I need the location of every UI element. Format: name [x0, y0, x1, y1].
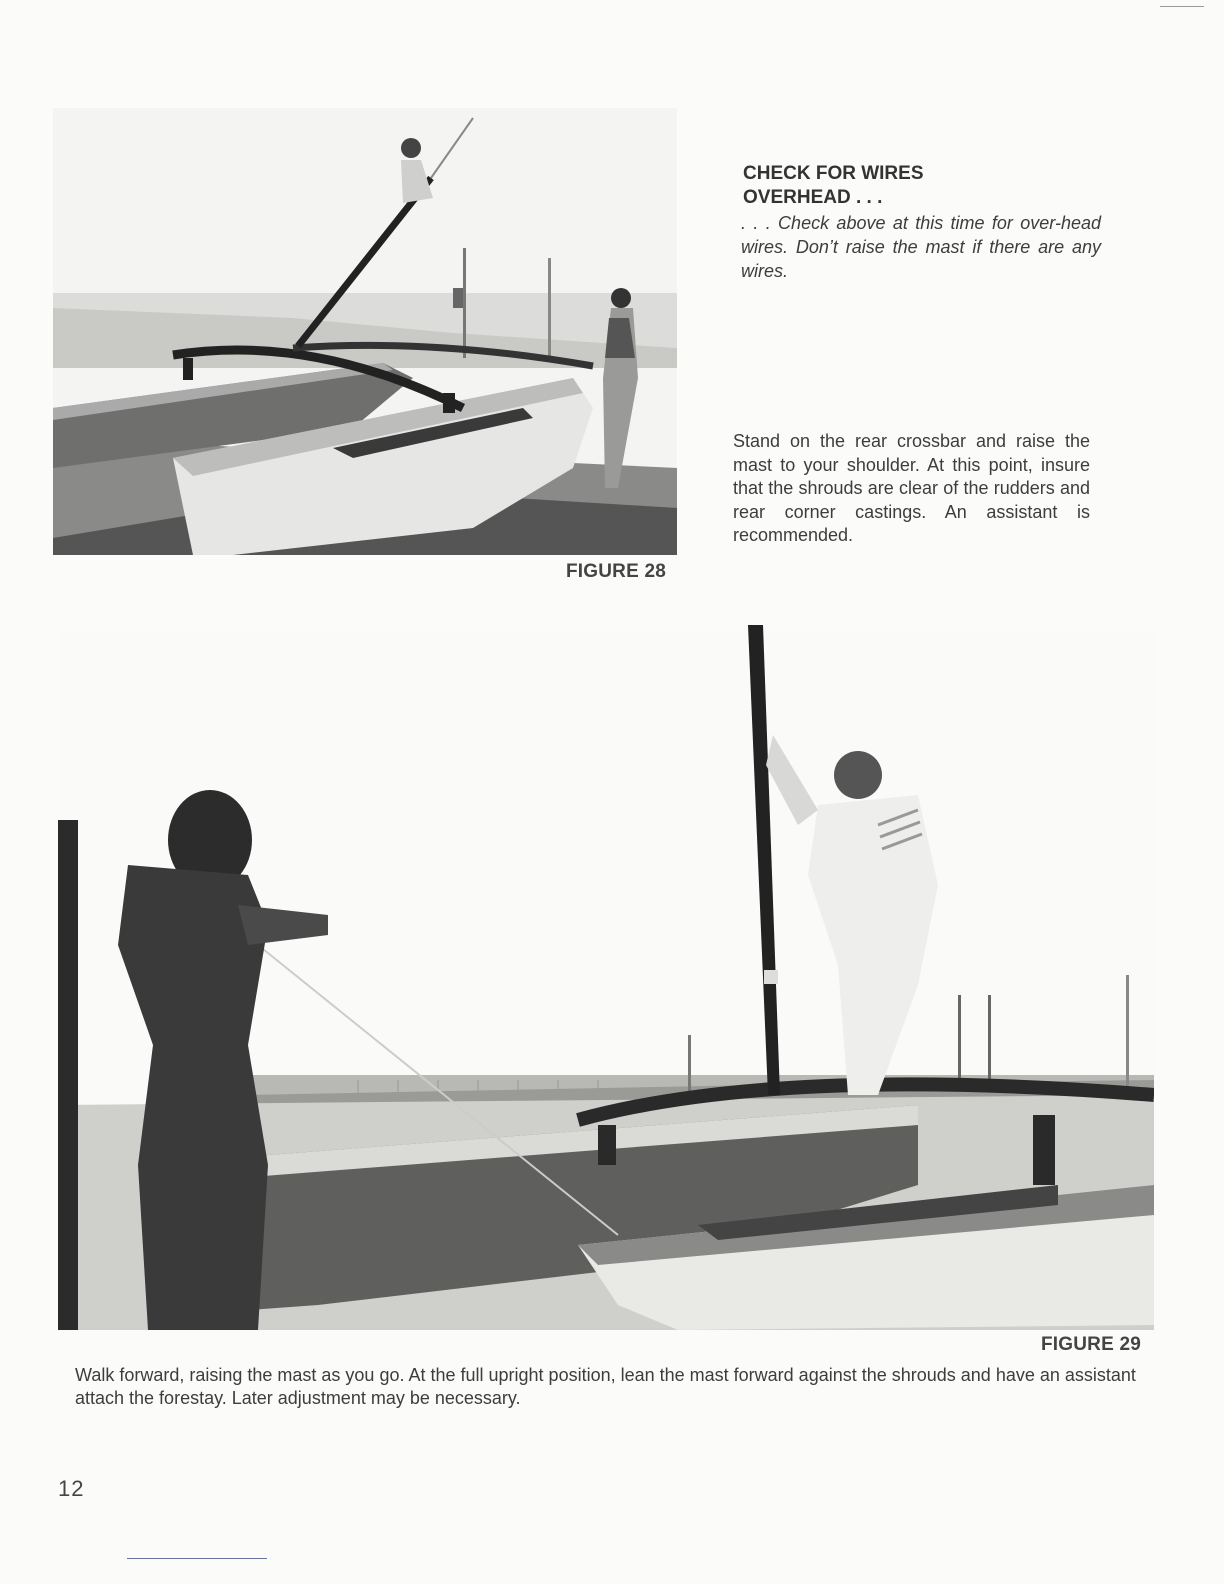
- wires-heading: [743, 162, 1043, 210]
- raise-mast-instructions: Stand on the rear crossbar and raise the mast to your shoulder. At this point, insure that the shrouds are clear of the rudders and rear corner castings. An assistant is recommended.: [733, 431, 1090, 545]
- page-number: 12: [58, 1476, 85, 1501]
- wires-heading-line-2: OVERHEAD . . .: [743, 187, 883, 208]
- figure-29-caption: FIGURE 29: [1041, 1334, 1141, 1355]
- figure-29-photo: [58, 625, 1154, 1330]
- top-edge-mark: [1160, 6, 1204, 7]
- bottom-edge-mark: [127, 1558, 267, 1559]
- wires-warning: . . . Check above at this time for over-head wires. Don’t raise the mast if there are any wires.: [741, 213, 1101, 281]
- walk-forward-instructions: Walk forward, raising the mast as you go. At the full upright position, lean the mast forward against the shrouds and have an assistant attach the forestay. Later adjustment may be necessary.: [75, 1365, 1136, 1408]
- figure-28-caption: FIGURE 28: [566, 561, 666, 582]
- wires-heading-line-1: CHECK FOR WIRES: [743, 163, 924, 184]
- figure-28-photo: [53, 108, 677, 555]
